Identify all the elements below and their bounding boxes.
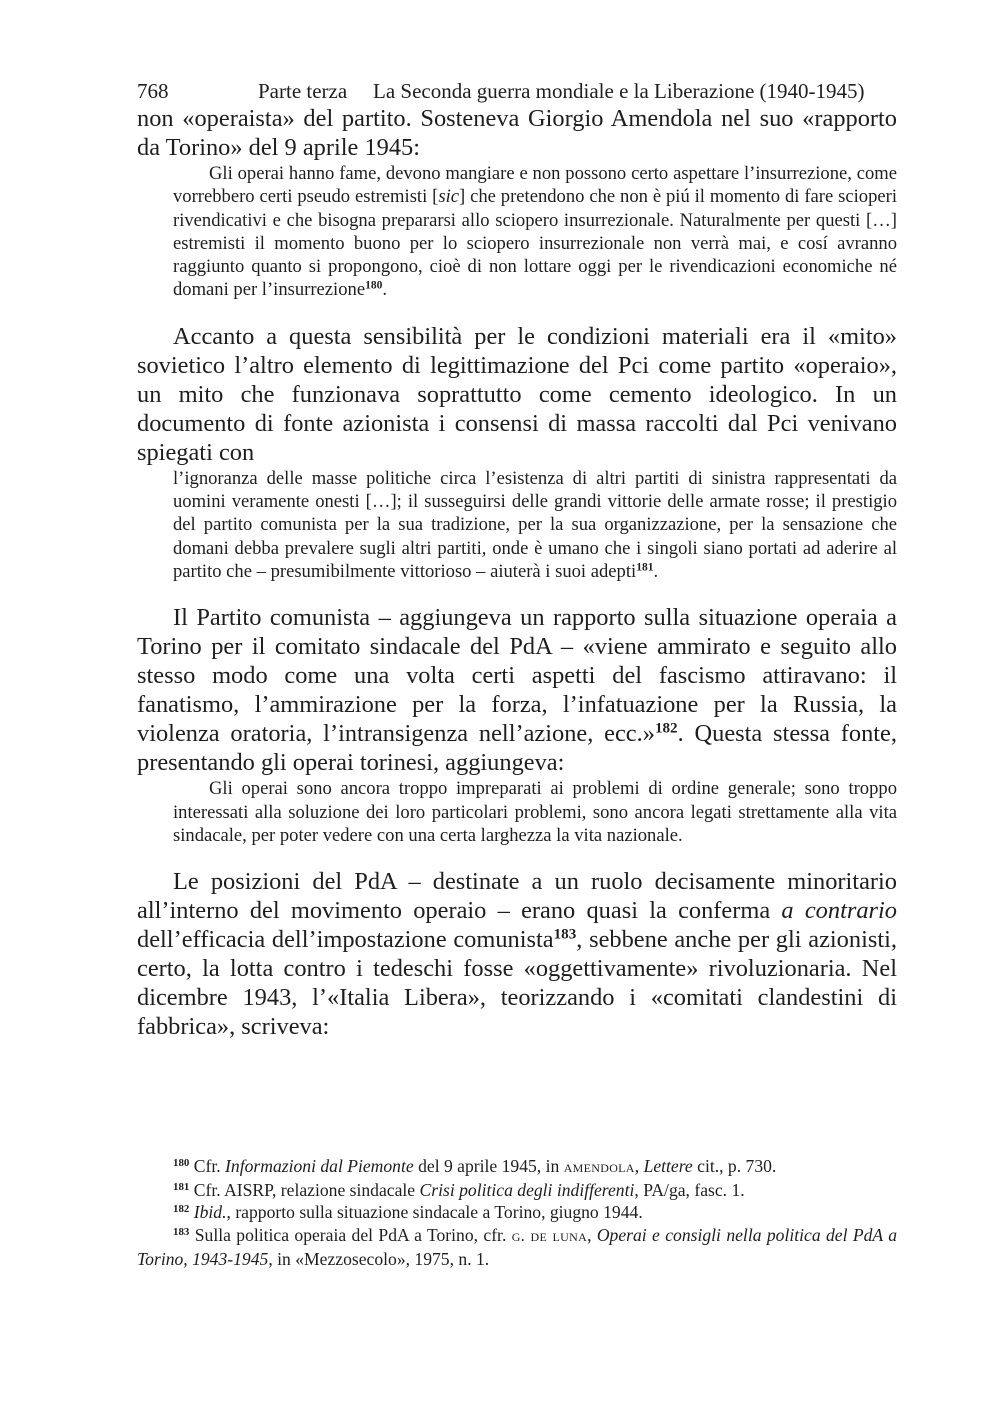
footnotes: [137, 1155, 897, 1271]
block-quote-2: l’ignoranza delle masse politiche circa l’esistenza di altri partiti di sinistra rappresentati da uomini veramente onesti […]; il susseguirsi delle grandi vittorie delle armate rosse; il prestigio del partito comunista per la sua tradizione, per la sua organizzazione, per la sensazione che domani debba prevalere sugli altri partiti, onde è umano che i singoli siano portati ad aderire al partito che – presumibilmente vittorioso – aiuterà i suoi adepti$^{181}$.: [173, 467, 897, 582]
block-quote-1: Gli operai hanno fame, devono mangiare e non possono certo aspettare l’insurrezione, come vorrebbero certi pseudo estremisti [sic] che pretendono che non è piú il momento di fare scioperi rivendicativi e che bisogna prepararsi allo sciopero insurrezionale. Naturalmente per questi […] estremisti il momento buono per lo sciopero insurrezionale non verrà mai, e cosí avranno raggiunto quanto si propongono, cioè di non lottare oggi per le rivendicazioni economiche né domani per l’insurrezione$^{180}$.: [173, 163, 897, 301]
footnote-ref-183[interactable]: 183: [553, 926, 577, 943]
chapter-title: La Seconda guerra mondiale e la Liberazione (1940-1945): [373, 79, 865, 103]
running-header: [137, 70, 897, 103]
footnote-182: $^{182}$ Ibid., rapporto sulla situazione sindacale a Torino, giugno 1944.: [173, 1202, 643, 1223]
footnote-ref-182[interactable]: 182: [654, 720, 678, 737]
paragraph-3: Il Partito comunista – aggiungeva un rapporto sulla situazione operaia a Torino per il comitato sindacale del PdA – «viene ammirato e seguito allo stesso modo come una volta certi aspetti del fascismo attiravano: il fanatismo, l’ammirazione per la forza, l’infatuazione per la Russia, la violenza oratoria, l’intransigenza nell’azione, ecc.»$^{182}$. Questa stessa fonte, presentando gli operai torinesi, aggiungeva:: [137, 604, 897, 777]
footnote-181: $^{181}$ Cfr. AISRP, relazione sindacale Crisi politica degli indifferenti, PA/ga, fasc. 1.: [173, 1179, 745, 1200]
paragraph-2: Accanto a questa sensibilità per le condizioni materiali era il «mito» sovietico l’altro elemento di legittimazione del Pci come partito «operaio», un mito che funzionava soprattutto come cemento ideologico. In un documento di fonte azionista i consensi di massa raccolti dal Pci venivano spiegati con: [137, 322, 897, 466]
page-number: 768: [137, 79, 169, 103]
footnote-180: $^{180}$ Cfr. Informazioni dal Piemonte del 9 aprile 1945, in amendola, Lettere cit., p. 730.: [173, 1156, 777, 1176]
footnote-ref-180[interactable]: 180: [365, 280, 383, 293]
paragraph-4: Le posizioni del PdA – destinate a un ruolo decisamente minoritario all’interno del movimento operaio – erano quasi la conferma a contrario dell’efficacia dell’impostazione comunista$^{183}$, sebbene anche per gli azionisti, certo, la lotta contro i tedeschi fosse «oggettivamente» rivoluzionaria. Nel dicembre 1943, l’«Italia Libera», teorizzando i «comitati clandestini di fabbrica», scriveva:: [137, 868, 897, 1041]
block-quote-3: Gli operai sono ancora troppo impreparati ai problemi di ordine generale; sono troppo interessati alla soluzione dei loro particolari problemi, sono ancora legati strettamente alla vita sindacale, per poter vedere con una certa larghezza la vita nazionale.: [173, 778, 897, 846]
paragraph-1: non «operaista» del partito. Sosteneva Giorgio Amendola nel suo «rapporto da Torino» del 9 aprile 1945:: [137, 105, 897, 161]
part-label: Parte terza: [258, 79, 348, 103]
page-body: [137, 70, 897, 1041]
footnote-183: $^{183}$ Sulla politica operaia del PdA a Torino, cfr. g. de luna, Operai e consigli nella politica del PdA a Torino, 1943-1945, in «Mezzosecolo», 1975, n. 1.: [137, 1225, 898, 1269]
footnote-ref-181[interactable]: 181: [636, 561, 654, 574]
